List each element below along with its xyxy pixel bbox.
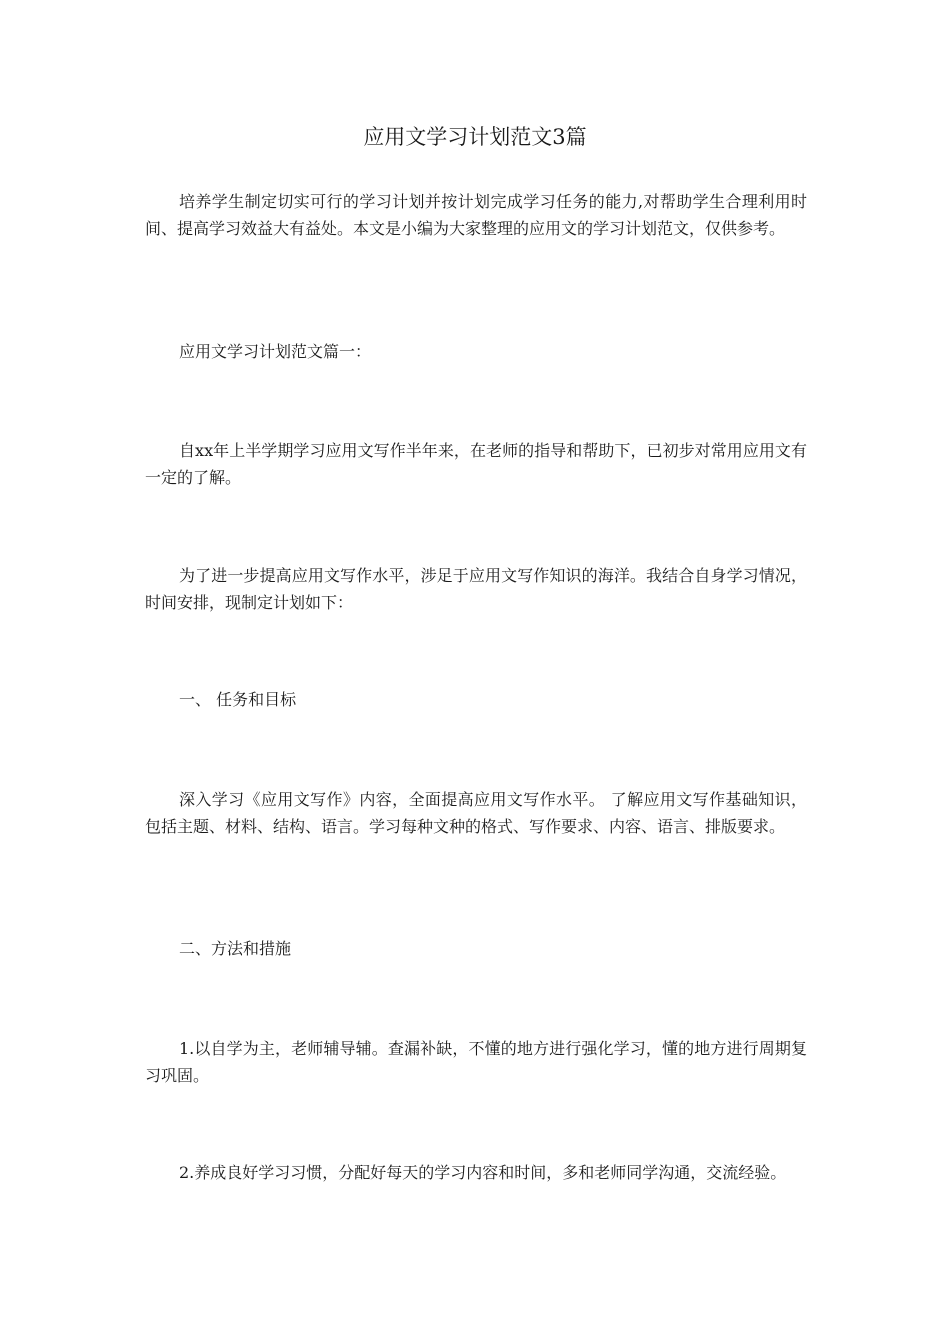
paragraph-purpose: 为了进一步提高应用文写作水平，涉足于应用文写作知识的海洋。我结合自身学习情况，时间安排，现制定计划如下： [145,566,807,612]
section-heading-part-one: 应用文学习计划范文篇一： [179,342,372,361]
paragraph-tasks: 深入学习《应用文写作》内容，全面提高应用文写作水平。 了解应用文写作基础知识，包括主题、材料、结构、语言。学习每种文种的格式、写作要求、内容、语言、排版要求。 [145,790,807,836]
paragraph-method-2: 2.养成良好学习习惯，分配好每天的学习内容和时间，多和老师同学沟通，交流经验。 [179,1163,787,1182]
document-title: 应用文学习计划范文3篇 [363,125,587,149]
intro-paragraph: 培养学生制定切实可行的学习计划并按计划完成学习任务的能力,对帮助学生合理利用时间、提高学习效益大有益处。本文是小编为大家整理的应用文的学习计划范文，仅供参考。 [145,192,807,238]
paragraph-method-1: 1.以自学为主，老师辅导辅。查漏补缺，不懂的地方进行强化学习，懂的地方进行周期复习巩固。 [145,1039,807,1085]
paragraph-background: 自xx年上半学期学习应用文写作半年来，在老师的指导和帮助下，已初步对常用应用文有一定的了解。 [145,441,807,487]
heading-tasks-goals: 一、 任务和目标 [179,690,297,709]
heading-methods: 二、方法和措施 [179,939,292,958]
